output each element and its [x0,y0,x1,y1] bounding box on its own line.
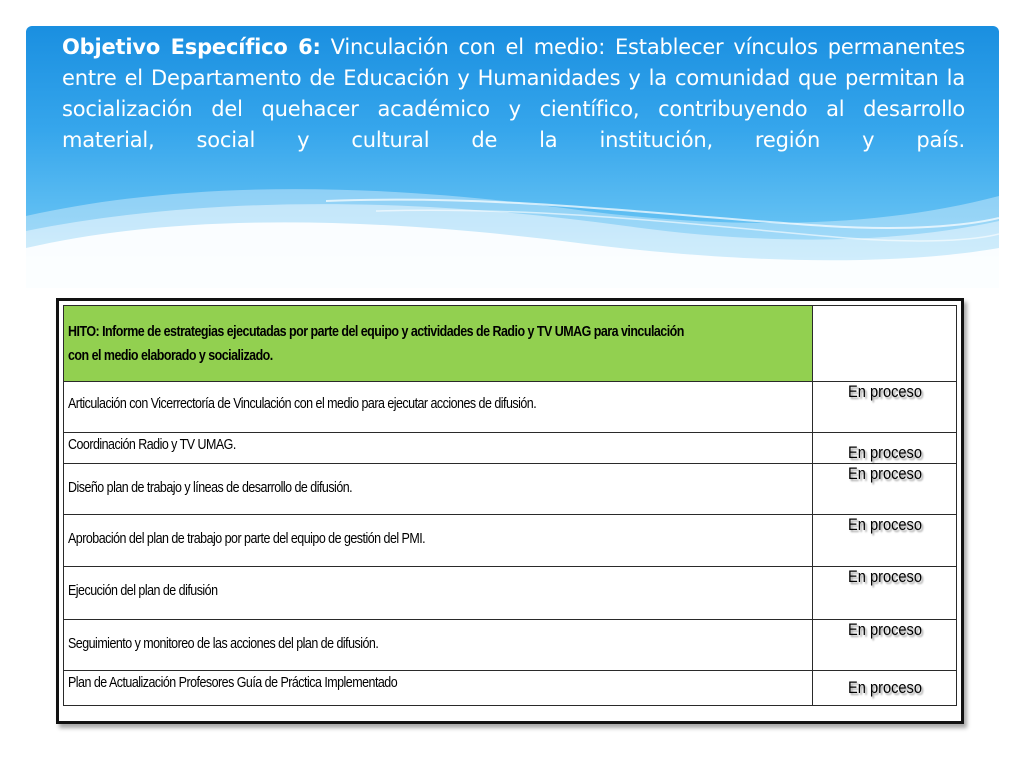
hito-cell [64,306,813,382]
task-cell [64,433,813,464]
table-row [64,620,957,671]
table-row [64,515,957,567]
status-cell [813,671,957,706]
milestone-table-frame [56,298,964,724]
table-row [64,433,957,464]
task-cell [64,567,813,620]
task-text: Articulación con Vicerrectoría de Vinculación con el medio para ejecutar acciones de difusión. [68,396,537,412]
table-row [64,464,957,515]
task-text: Diseño plan de trabajo y líneas de desarrollo de difusión. [68,480,353,496]
hito-row [64,306,957,382]
hito-label: HITO: [68,324,100,340]
task-text: Plan de Actualización Profesores Guía de Práctica Implementado [68,675,398,691]
status-text: En proceso [847,620,922,639]
task-cell [64,382,813,433]
status-text: En proceso [847,464,922,483]
objective-label: Objetivo Específico 6: [62,35,321,59]
table-row [64,382,957,433]
task-cell [64,671,813,706]
table-row [64,567,957,620]
objective-text [62,32,965,156]
status-text: En proceso [847,678,922,697]
status-cell [813,567,957,620]
status-text: En proceso [847,567,922,586]
status-cell [813,620,957,671]
status-cell [813,382,957,433]
header-banner [26,26,999,288]
task-cell [64,620,813,671]
hito-status-cell [813,306,957,382]
table-row [64,671,957,706]
status-cell [813,464,957,515]
status-text: En proceso [847,382,922,401]
task-text: Aprobación del plan de trabajo por parte del equipo de gestión del PMI. [68,531,426,547]
status-cell [813,433,957,464]
status-cell [813,515,957,567]
task-cell [64,464,813,515]
status-text: En proceso [847,515,922,534]
task-cell [64,515,813,567]
hito-text: Informe de estrategias ejecutadas por parte del equipo y actividades de Radio y TV UMAG para vinculación con el medio elaborado y socializado. [68,324,684,364]
milestone-table [63,305,957,706]
task-text: Coordinación Radio y TV UMAG. [68,437,236,453]
status-text: En proceso [847,443,922,462]
task-text: Ejecución del plan de difusión [68,583,218,599]
task-text: Seguimiento y monitoreo de las acciones del plan de difusión. [68,636,379,652]
objective-body: Vinculación con el medio: Establecer vínculos permanentes entre el Departamento de Educación y Humanidades y la comunidad que permitan la socialización del quehacer académico y científico, contribuyendo al desarrollo material, social y cultural de la institución, región y país. [62,35,966,152]
